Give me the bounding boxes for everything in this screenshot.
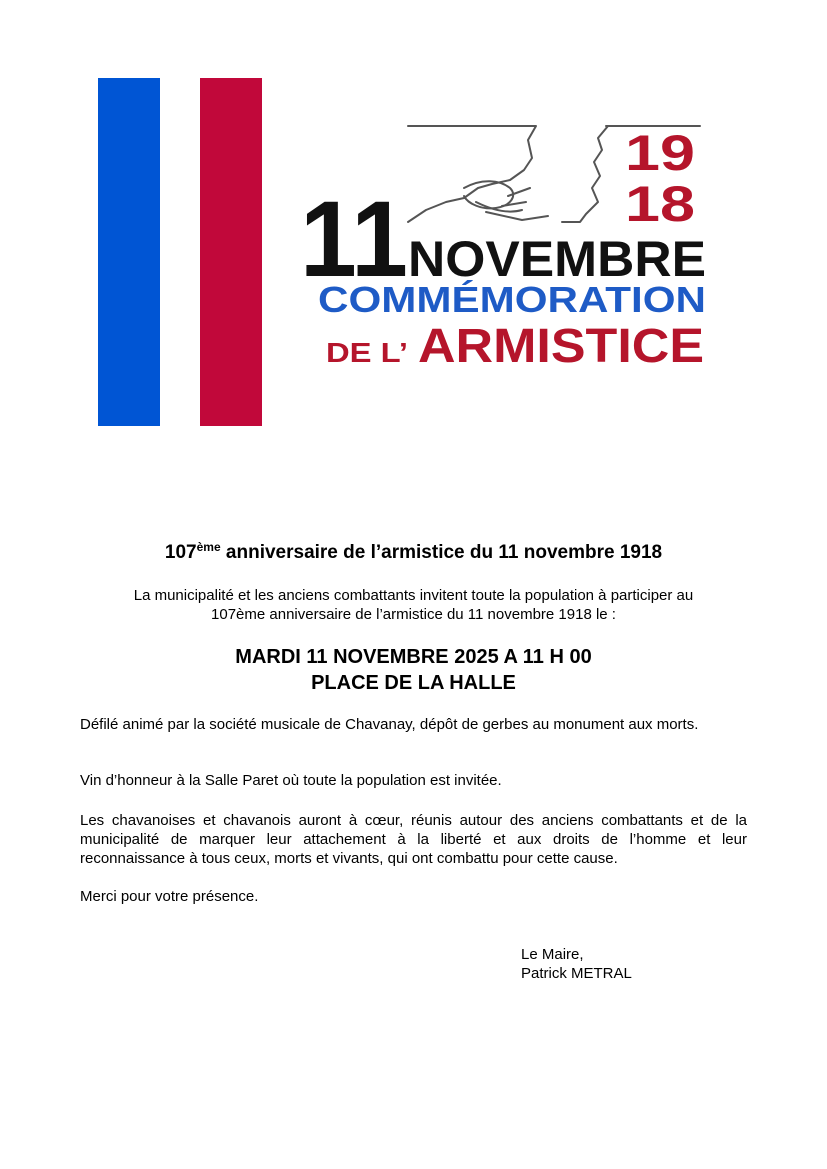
invitation-text	[80, 586, 747, 624]
logo-years-top: 19	[625, 125, 695, 181]
signature-block	[521, 945, 632, 983]
logo-armistice: ARMISTICE	[418, 320, 704, 373]
logo-years-bottom: 18	[625, 176, 695, 232]
event-place: PLACE DE LA HALLE	[311, 672, 516, 694]
invitation-line-1: La municipalité et les anciens combattants invitent toute la population à participer au	[133, 587, 694, 604]
event-details	[0, 644, 827, 696]
event-date-time: MARDI 11 NOVEMBRE 2025 A 11 H 00	[235, 646, 592, 668]
flag-blue-stripe	[98, 78, 160, 426]
logo-de: DE L’	[326, 337, 408, 368]
parade-paragraph: Défilé animé par la société musicale de Chavanay, dépôt de gerbes au monument aux morts.	[80, 716, 699, 733]
thanks-paragraph: Merci pour votre présence.	[80, 888, 259, 905]
signature-title: Le Maire,	[521, 946, 584, 963]
signature-name: Patrick METRAL	[521, 965, 632, 982]
heading-rest: anniversaire de l’armistice du 11 novembre 1918	[220, 542, 663, 563]
logo-commemoration: COMMÉMORATION	[318, 279, 706, 320]
citizens-paragraph: Les chavanoises et chavanois auront à cœur, réunis autour des anciens combattants et de la municipalité de marquer leur attachement à la liberté et aux droits de l’homme et leur reconnaissance à tous ceux, morts et vivants, qui ont combattu pour cette cause.	[80, 812, 747, 867]
document-heading	[0, 540, 827, 566]
logo-month: NOVEMBRE	[408, 231, 706, 287]
heading-superscript: ème	[196, 540, 221, 554]
flag-red-stripe	[200, 78, 262, 426]
invitation-line-2: 107ème anniversaire de l’armistice du 11 novembre 1918 le :	[211, 606, 616, 623]
logo-day: 11	[300, 178, 408, 299]
reception-paragraph: Vin d’honneur à la Salle Paret où toute la population est invitée.	[80, 772, 502, 789]
heading-number: 107	[164, 542, 197, 563]
armistice-logo	[296, 118, 716, 378]
